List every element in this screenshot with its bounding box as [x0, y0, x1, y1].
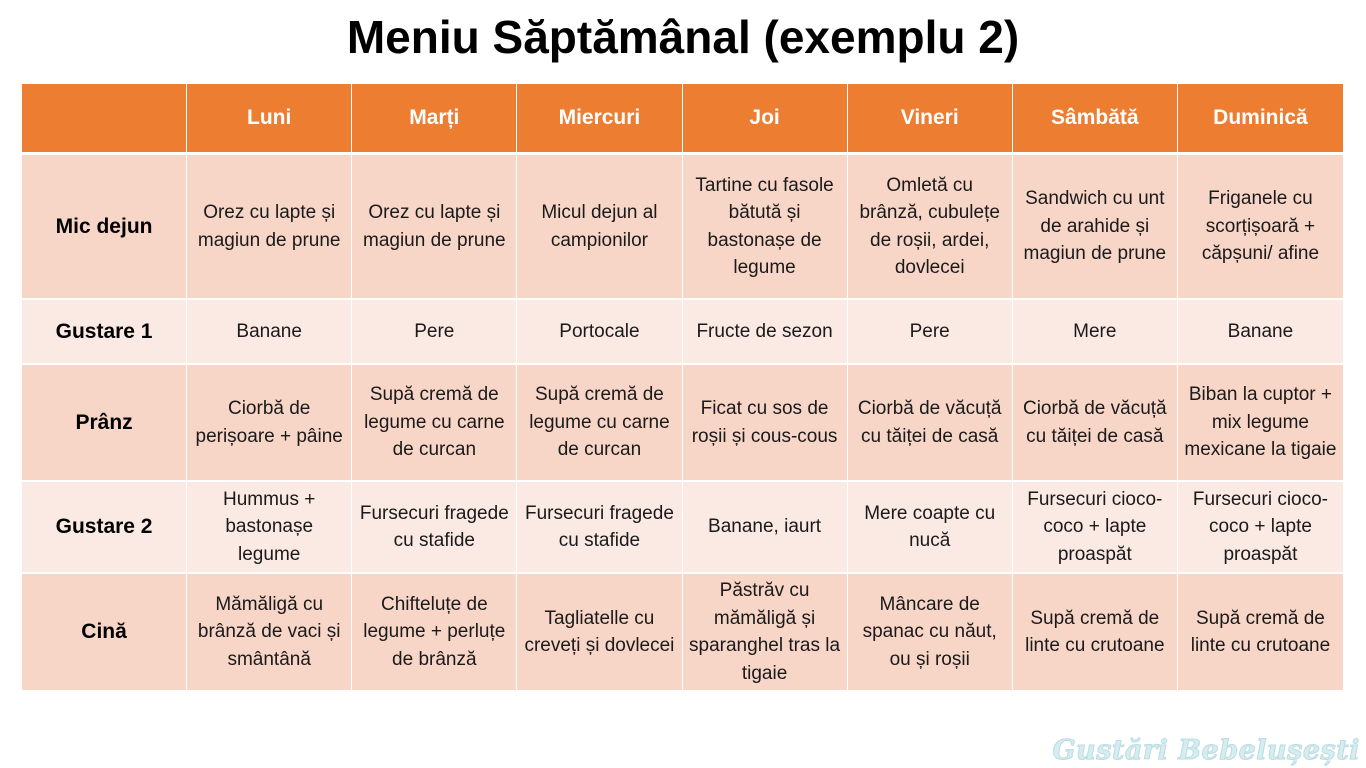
table-header-row [22, 84, 1343, 155]
menu-cell: Banane [187, 300, 352, 365]
menu-cell: Biban la cuptor + mix legume mexicane la tigaie [1178, 365, 1343, 482]
menu-cell: Fursecuri fragede cu stafide [352, 482, 517, 574]
menu-cell: Banane [1178, 300, 1343, 365]
day-header-duminica: Duminică [1178, 84, 1343, 155]
menu-cell: Micul dejun al campionilor [517, 155, 682, 300]
menu-cell: Tartine cu fasole bătută și bastonașe de legume [683, 155, 848, 300]
menu-cell: Pere [352, 300, 517, 365]
menu-cell: Mâncare de spanac cu năut, ou și roșii [848, 574, 1013, 692]
menu-cell: Ficat cu sos de roșii și cous-cous [683, 365, 848, 482]
menu-cell: Chifteluțe de legume + perluțe de brânză [352, 574, 517, 692]
meal-label-gustare-1: Gustare 1 [22, 300, 187, 365]
table-row-pranz [22, 365, 1343, 482]
day-header-joi: Joi [683, 84, 848, 155]
menu-cell: Supă cremă de linte cu crutoane [1013, 574, 1178, 692]
menu-cell: Ciorbă de văcuță cu tăiței de casă [1013, 365, 1178, 482]
menu-cell: Supă cremă de legume cu carne de curcan [352, 365, 517, 482]
meal-label-gustare-2: Gustare 2 [22, 482, 187, 574]
menu-cell: Fursecuri cioco-coco + lapte proaspăt [1013, 482, 1178, 574]
page-title: Meniu Săptămânal (exemplu 2) [346, 11, 1020, 63]
menu-cell: Fursecuri cioco-coco + lapte proaspăt [1178, 482, 1343, 574]
menu-cell: Omletă cu brânză, cubulețe de roșii, ardei, dovlecei [848, 155, 1013, 300]
menu-cell: Portocale [517, 300, 682, 365]
menu-cell: Banane, iaurt [683, 482, 848, 574]
table-row-gustare-2 [22, 482, 1343, 574]
table-row-gustare-1 [22, 300, 1343, 365]
menu-cell: Tagliatelle cu creveți și dovlecei [517, 574, 682, 692]
day-header-luni: Luni [187, 84, 352, 155]
menu-cell: Orez cu lapte și magiun de prune [352, 155, 517, 300]
menu-cell: Mămăligă cu brânză de vaci și smântână [187, 574, 352, 692]
brand-watermark: Gustări Bebelușești [1052, 735, 1360, 766]
menu-cell: Fructe de sezon [683, 300, 848, 365]
day-header-miercuri: Miercuri [517, 84, 682, 155]
day-header-vineri: Vineri [848, 84, 1013, 155]
menu-cell: Hummus + bastonașe legume [187, 482, 352, 574]
menu-cell: Supă cremă de legume cu carne de curcan [517, 365, 682, 482]
menu-cell: Păstrăv cu mămăligă și sparanghel tras la tigaie [683, 574, 848, 692]
menu-cell: Ciorbă de perișoare + pâine [187, 365, 352, 482]
menu-cell: Friganele cu scorțișoară + căpșuni/ afine [1178, 155, 1343, 300]
day-header-sambata: Sâmbătă [1013, 84, 1178, 155]
day-header-marti: Marți [352, 84, 517, 155]
menu-cell: Sandwich cu unt de arahide și magiun de prune [1013, 155, 1178, 300]
table-row-cina [22, 574, 1343, 692]
menu-cell: Fursecuri fragede cu stafide [517, 482, 682, 574]
table-row-mic-dejun [22, 155, 1343, 300]
meal-label-pranz: Prânz [22, 365, 187, 482]
menu-cell: Mere coapte cu nucă [848, 482, 1013, 574]
header-corner-cell [22, 84, 187, 155]
menu-cell: Ciorbă de văcuță cu tăiței de casă [848, 365, 1013, 482]
menu-cell: Orez cu lapte și magiun de prune [187, 155, 352, 300]
menu-cell: Supă cremă de linte cu crutoane [1178, 574, 1343, 692]
menu-cell: Pere [848, 300, 1013, 365]
meal-label-mic-dejun: Mic dejun [22, 155, 187, 300]
weekly-menu-table [22, 84, 1343, 692]
menu-cell: Mere [1013, 300, 1178, 365]
meal-label-cina: Cină [22, 574, 187, 692]
